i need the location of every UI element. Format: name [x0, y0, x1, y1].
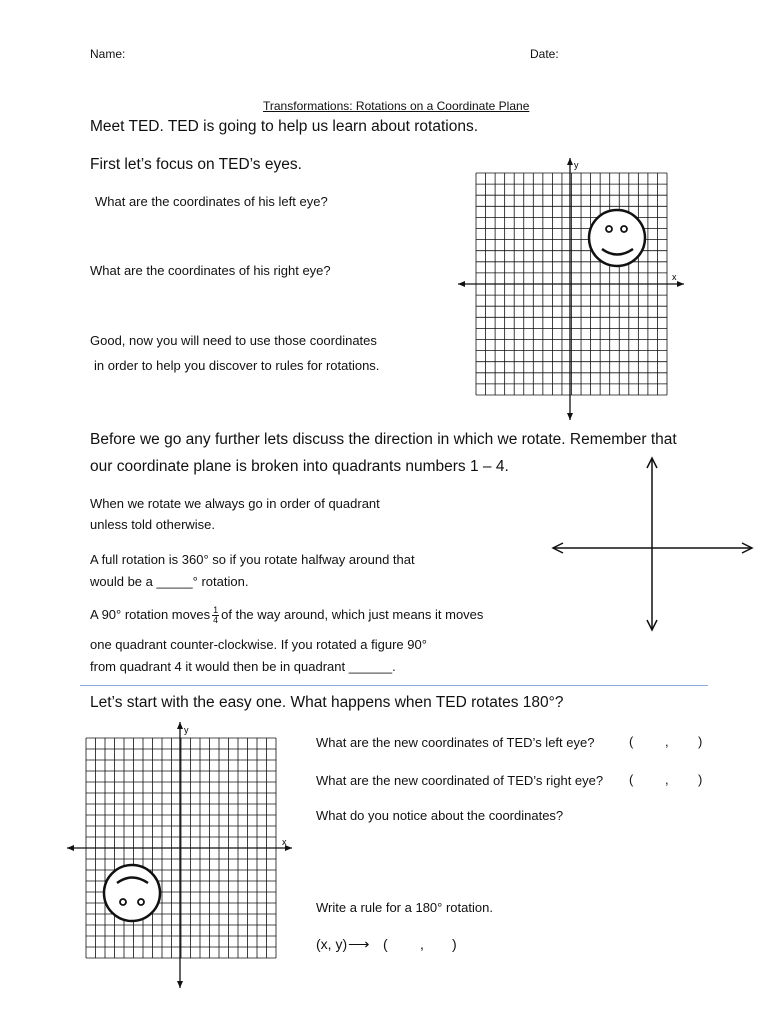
question-right-eye: What are the coordinates of his right eye? [90, 263, 331, 278]
ninety-line-3 [90, 659, 396, 674]
ted-rotated-face [104, 865, 160, 921]
ted-right-eye [621, 226, 627, 232]
right-eye-paren-close: ) [698, 772, 703, 787]
ninety-line-2: one quadrant counter-clockwise. If you rotated a figure 90° [90, 637, 427, 652]
question-new-left-eye: What are the new coordinates of TED’s left eye? [316, 735, 595, 750]
x-axis-label: x [282, 837, 287, 847]
one-quarter-fraction [212, 606, 219, 625]
section-divider [80, 685, 708, 686]
ted-rotated-eye-1 [120, 899, 126, 905]
y-axis-label: y [184, 725, 189, 735]
question-new-right-eye: What are the new coordinated of TED’s right eye? [316, 773, 604, 788]
order-line-2: unless told otherwise. [90, 517, 216, 532]
question-rule: Write a rule for a 180° rotation. [316, 900, 493, 915]
good-now-line-2: in order to help you discover to rules for rotations. [94, 358, 380, 373]
right-eye-paren-open: ( [629, 772, 634, 787]
fraction-denominator: 4 [213, 615, 219, 625]
direction-line-2: our coordinate plane is broken into quadrants numbers 1 – 4. [90, 458, 509, 475]
rotate-180-heading: Let’s start with the easy one. What happens when TED rotates 180°? [90, 694, 564, 711]
question-left-eye: What are the coordinates of his left eye? [95, 194, 328, 209]
name-label: Name: [90, 47, 126, 61]
rule-paren-comma: , [420, 936, 424, 952]
coordinate-grid-rotated-180 [64, 722, 294, 992]
ninety-3-pre: from quadrant 4 it would then be in quadrant [90, 659, 346, 674]
ninety-post: of the way around, which just means it moves [221, 606, 484, 622]
coordinate-grid-original [455, 155, 690, 425]
quadrant-answer-blank[interactable]: ______. [348, 659, 396, 674]
right-eye-paren-comma: , [665, 772, 669, 787]
left-eye-paren-comma: , [665, 734, 669, 749]
full-rotation-line-1: A full rotation is 360° so if you rotate halfway around that [90, 552, 415, 567]
full-rotation-pre: would be a [90, 574, 153, 589]
y-axis-label: y [574, 160, 579, 170]
intro-meet-ted: Meet TED. TED is going to help us learn about rotations. [90, 118, 478, 135]
intro-focus-eyes: First let’s focus on TED’s eyes. [90, 156, 302, 173]
ninety-pre: A 90° rotation moves [90, 606, 211, 622]
rule-paren-open: ( [383, 936, 388, 952]
direction-line-1: Before we go any further lets discuss the direction in which we rotate. Remember that [90, 431, 677, 448]
rule-arrow: ⟶ [348, 936, 370, 953]
full-rotation-post: ° rotation. [192, 574, 249, 589]
rule-paren-close: ) [452, 936, 457, 952]
ted-rotated-eye-2 [138, 899, 144, 905]
x-axis-label: x [672, 272, 677, 282]
ninety-line-1 [90, 606, 483, 625]
question-notice: What do you notice about the coordinates? [316, 808, 564, 823]
worksheet-title: Transformations: Rotations on a Coordinate Plane [263, 99, 530, 113]
ted-smiley-face [589, 210, 645, 266]
full-rotation-line-2 [90, 574, 248, 589]
rule-lhs: (x, y) [316, 936, 348, 952]
date-label: Date: [530, 47, 559, 61]
left-eye-paren-open: ( [629, 734, 634, 749]
quadrant-axes-diagram [550, 455, 755, 633]
good-now-line-1: Good, now you will need to use those coordinates [90, 333, 377, 348]
order-line-1: When we rotate we always go in order of quadrant [90, 496, 380, 511]
halfway-answer-blank[interactable]: _____ [156, 574, 193, 589]
fraction-numerator: 1 [213, 605, 219, 615]
ted-left-eye [606, 226, 612, 232]
left-eye-paren-close: ) [698, 734, 703, 749]
